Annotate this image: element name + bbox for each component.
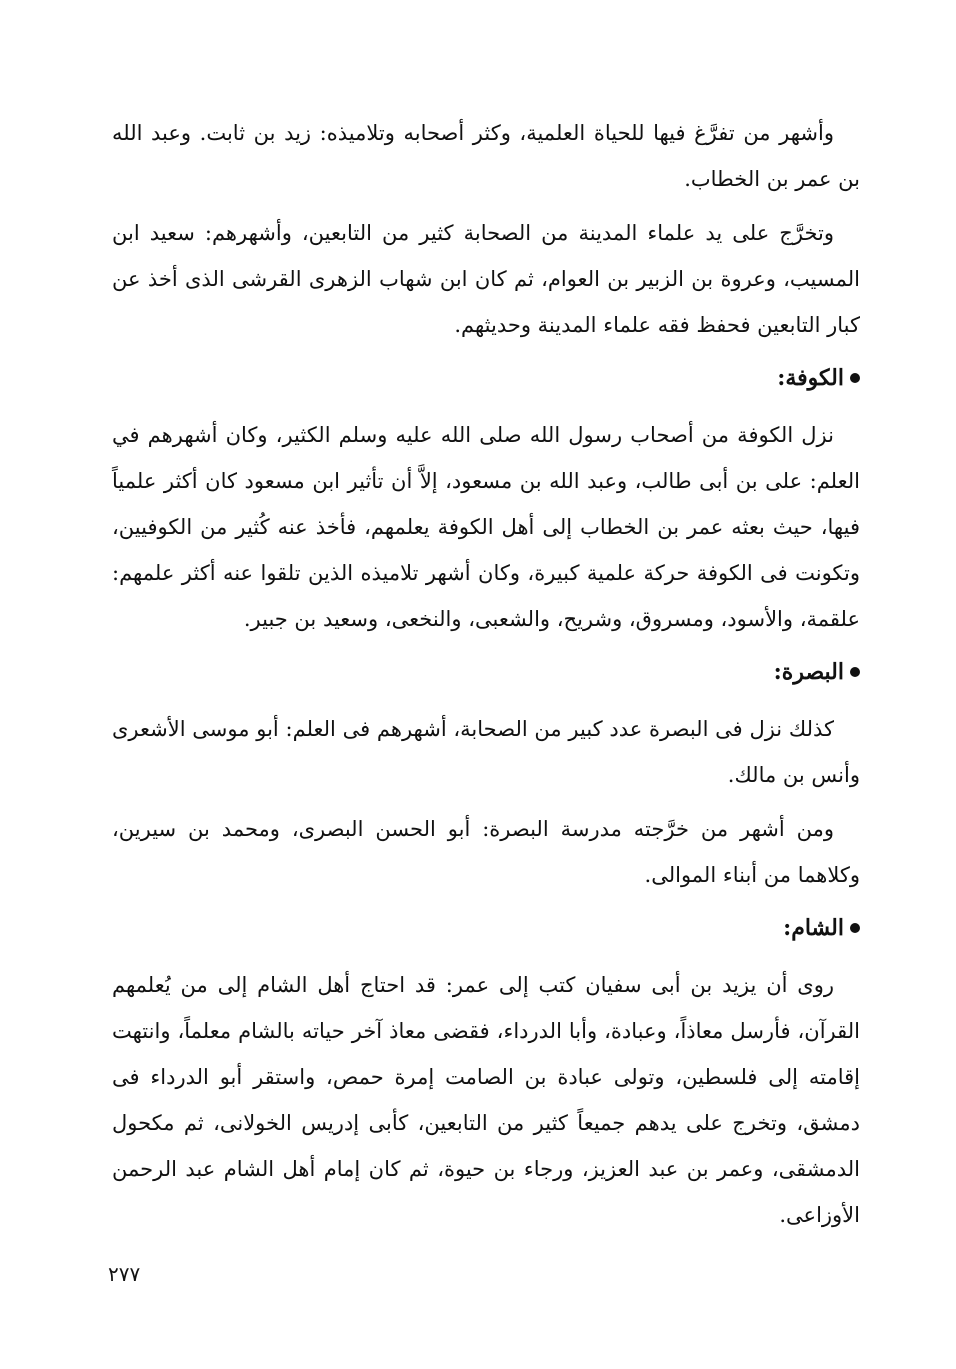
bullet-icon xyxy=(850,923,860,933)
basra-paragraph-2: ومن أشهر من خرَّجته مدرسة البصرة: أبو الحسن البصرى، ومحمد بن سيرين، وكلاهما من أبناء الموالى. xyxy=(112,817,860,887)
page-body xyxy=(112,110,860,1246)
heading-text-sham: الشام: xyxy=(783,915,844,941)
heading-text-kufa: الكوفة: xyxy=(777,365,844,391)
section-heading-basra xyxy=(112,650,860,694)
bullet-icon xyxy=(850,667,860,677)
medina-paragraph-1: وأشهر من تفرَّغ فيها للحياة العلمية، وكثر أصحابه وتلاميذه: زيد بن ثابت. وعبد الله بن عمر بن الخطاب. xyxy=(112,121,860,191)
section-heading-kufa xyxy=(112,356,860,400)
sham-paragraph-1: روى أن يزيد بن أبى سفيان كتب إلى عمر: قد احتاج أهل الشام إلى من يُعلمهم القرآن، فأرسل معاذاً، وعبادة، وأبا الدرداء، فقضى معاذ آخر حياته بالشام معلماً، وانتهت إقامته إلى فلسطين، وتولى عبادة بن الصامت إمرة حمص، واستقر أبو الدرداء فى دمشق، وتخرج على يدهم جميعاً كثير من التابعين، كأبى إدريس الخولانى، ثم مكحول الدمشقى، وعمر بن عبد العزيز، ورجاء بن حيوة، ثم كان إمام أهل الشام عبد الرحمن الأوزاعى. xyxy=(112,973,860,1227)
bullet-icon xyxy=(850,373,860,383)
section-heading-sham xyxy=(112,906,860,950)
kufa-paragraph-1: نزل الكوفة من أصحاب رسول الله صلى الله عليه وسلم الكثير، وكان أشهرهم في العلم: على بن أبى طالب، وعبد الله بن مسعود، إلاَّ أن تأثير ابن مسعود كان أكثر علمياً فيها، حيث بعثه عمر بن الخطاب إلى أهل الكوفة يعلمهم، فأخذ عنه كُثير من الكوفيين، وتكونت فى الكوفة حركة علمية كبيرة، وكان أشهر تلاميذه الذين تلقوا عنه أكثر علمهم: علقمة، والأسود، ومسروق، وشريح، والشعبى، والنخعى، وسعيد بن جبير. xyxy=(112,423,860,631)
basra-paragraph-1: كذلك نزل فى البصرة عدد كبير من الصحابة، أشهرهم فى العلم: أبو موسى الأشعرى وأنس بن مالك. xyxy=(112,717,860,787)
medina-paragraph-2: وتخرَّج على يد علماء المدينة من الصحابة كثير من التابعين، وأشهرهم: سعيد ابن المسيب، وعروة بن الزبير بن العوام، ثم كان ابن شهاب الزهرى القرشى الذى أخذ عن كبار التابعين فحفظ فقه علماء المدينة وحديثهم. xyxy=(112,221,860,337)
heading-text-basra: البصرة: xyxy=(773,659,844,685)
page-number: ٢٧٧ xyxy=(108,1262,141,1286)
